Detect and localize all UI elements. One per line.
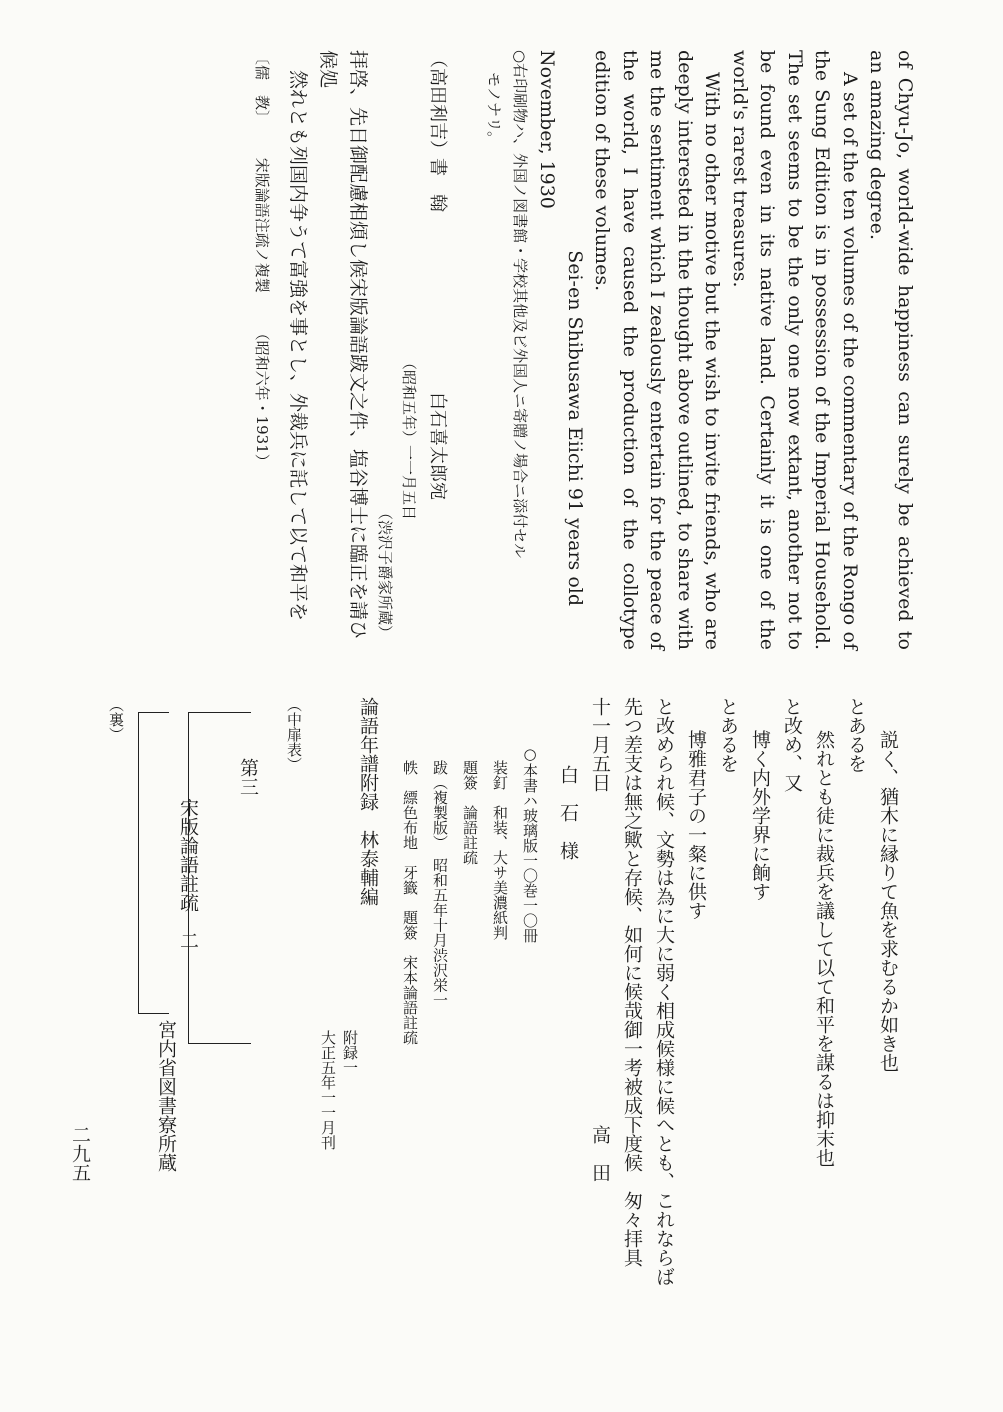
english-para-2: A set of the ten volumes of the commentary of the Rongo of the Sung Edition is in possession of the Imperial Household. The set seems to be the only one now extant, another not to be found even in its native land. Certainly it is one of the world's rarest treasures. xyxy=(729,50,861,650)
english-signature: Sei-en Shibusawa Eiichi 91 years old xyxy=(564,250,586,606)
letter-body-1: 拝啓、先日御配慮相煩し候宋版論語跋文之件、塩谷博士に臨正を請ひ候処 xyxy=(317,50,369,640)
letter-to-date: （昭和五年）一一月五日 xyxy=(400,354,418,520)
footer-era: （昭和六年・1931） xyxy=(253,325,271,469)
vcol-15: 跋（複製版） 昭和五年十月渋沢栄一 xyxy=(431,760,449,1008)
vcol-16: 帙 縹色布地 牙籤 題簽 宋本論語註疏 xyxy=(401,760,419,1045)
note-line-2: モノナリ。 xyxy=(485,72,503,147)
page-footer xyxy=(249,50,275,650)
vcol-10-date: 十一月五日 xyxy=(589,697,611,792)
footer-title: 宋版論語注疏ノ複製 xyxy=(253,157,271,293)
vcol-14: 題簽 論語註疏 xyxy=(461,760,479,865)
vcol-19: 第三 xyxy=(237,758,259,796)
vcol-12: ○本書ハ玻璃版一〇巻一〇冊 xyxy=(521,745,539,943)
vcol-17-appendix: 附録一 xyxy=(341,1030,359,1075)
vcol-7: 博雅君子の一粲に供す xyxy=(685,730,707,920)
letter-from: （高田利吉）書 翰 xyxy=(427,50,448,212)
letter-source: （渋沢子爵家所蔵） xyxy=(376,504,394,640)
vcol-11: 白 石 様 xyxy=(557,765,579,860)
vcol-17-date: 大正五年一一月刊 xyxy=(319,1030,337,1150)
vcol-4: と改め、又 xyxy=(781,697,803,792)
vcol-18: （中扉表） xyxy=(285,697,303,772)
english-date: November, 1930 xyxy=(536,50,559,209)
vcol-2: とあるを xyxy=(845,697,867,773)
vcol-20b: 宮内省図書寮所蔵 xyxy=(155,1020,177,1172)
vcol-8: と改められ候、文勢は為に大に弱く相成候様に候へとも、これならば xyxy=(653,697,675,1286)
footer-category: 〔儒 教〕 xyxy=(253,50,271,126)
english-section xyxy=(533,50,918,650)
vcol-5: 博く内外学界に餉す xyxy=(749,730,771,901)
english-para-1: of Chyu-Jo, world-wide happiness can surely be achieved to an amazing degree. xyxy=(866,50,916,650)
vcol-1: 説く、猶木に縁りて魚を求むるか如き也 xyxy=(877,730,899,1072)
frame-bracket-2 xyxy=(138,712,169,1014)
note-line-1: ○右印刷物ハ、外国ノ図書館・学校其他及ビ外国人ニ寄贈ノ場合ニ添付セル xyxy=(511,50,529,559)
vcol-6: とあるを xyxy=(717,697,739,773)
vcol-13: 装釘 和装、大サ美濃紙判 xyxy=(491,760,509,940)
vcol-20: 宋版論語註疏 二 xyxy=(177,798,199,950)
vcol-9: 先つ差支は無之歟と存候、如何に候哉御一考被成下度候 匆々拝具 xyxy=(621,697,643,1267)
vcol-21: （裏） xyxy=(107,697,125,742)
rotated-text-block xyxy=(88,50,918,650)
letter-heading xyxy=(421,50,453,650)
english-para-3: With no other motive but the wish to invite friends, who are deeply interested in the thought above outlined, to share with me the sentiment which I zealously entertain for the peace of the world, I have caused the production of the collotype edition of these volumes. xyxy=(591,50,724,650)
vcol-3: 然れとも徒に裁兵を議して以て和平を謀るは抑末也 xyxy=(813,730,835,1167)
page-number: 二九五 xyxy=(69,1125,91,1182)
letter-body-2: 然れとも列国内争うて富強を事とし、外裁兵に託して以て和平を xyxy=(287,70,309,622)
vcol-10-name: 高 田 xyxy=(589,1125,611,1182)
letter-to: 白石喜太郎宛 xyxy=(427,392,448,500)
vcol-17-title: 論語年譜附録 林泰輔編 xyxy=(357,697,379,906)
